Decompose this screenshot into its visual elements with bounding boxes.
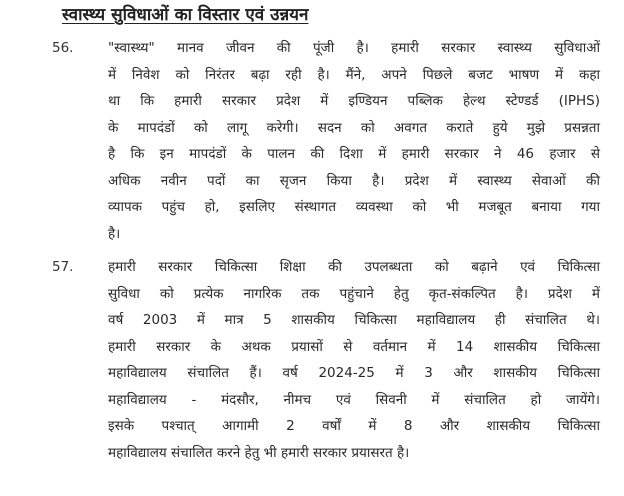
paragraph-line: हमारी सरकार के अथक प्रयासों से वर्तमान में 14 शासकीय चिकित्सा bbox=[108, 338, 600, 355]
paragraph-line: के मापदंडों को लागू करेगी। सदन को अवगत कराते हुये मुझे प्रसन्नता bbox=[108, 119, 600, 136]
paragraph-body bbox=[108, 35, 600, 247]
paragraph-number: 57. bbox=[52, 259, 74, 275]
paragraph-line: है। bbox=[108, 225, 121, 242]
paragraph-line: अधिक नवीन पदों का सृजन किया है। प्रदेश में स्वास्थ्य सेवाओं की bbox=[108, 172, 600, 189]
paragraph-line: व्यापक पहुंच हो, इसलिए संस्थागत व्यवस्था को भी मजबूत बनाया गया bbox=[108, 199, 600, 215]
paragraph-line: महाविद्यालय - मंदसौर, नीमच एवं सिवनी में संचालित हो जायेंगे। bbox=[108, 391, 600, 408]
section-heading: स्वास्थ्य सुविधाओं का विस्तार एवं उन्नयन bbox=[62, 5, 309, 25]
paragraph-line: महाविद्यालय संचालित करने हेतु भी हमारी सरकार प्रयासरत है। bbox=[108, 444, 410, 461]
paragraph-line: था कि हमारी सरकार प्रदेश में इण्डियन पब्लिक हेल्थ स्टेण्डर्ड (IPHS) bbox=[108, 93, 600, 109]
paragraph-line: वर्ष 2003 में मात्र 5 शासकीय चिकित्सा महाविद्यालय ही संचालित थे। bbox=[108, 312, 600, 328]
paragraph-line: "स्वास्थ्य" मानव जीवन की पूंजी है। हमारी सरकार स्वास्थ्य सुविधाओं bbox=[108, 40, 600, 56]
paragraph-body bbox=[108, 254, 600, 466]
paragraph-number: 56. bbox=[52, 40, 74, 56]
paragraph-line: महाविद्यालय संचालित हैं। वर्ष 2024-25 में 3 और शासकीय चिकित्सा bbox=[108, 365, 600, 381]
paragraph-line: हमारी सरकार चिकित्सा शिक्षा की उपलब्धता को बढ़ाने एवं चिकित्सा bbox=[108, 259, 600, 275]
paragraph-line: में निवेश को निरंतर बढ़ा रही है। मैंने, अपने पिछले बजट भाषण में कहा bbox=[108, 66, 600, 83]
paragraph-line: सुविधा को प्रत्येक नागरिक तक पहुंचाने हेतु कृत-संकल्पित है। प्रदेश में bbox=[108, 285, 600, 302]
paragraph-line: इसके पश्चात् आगामी 2 वर्षों में 8 और शासकीय चिकित्सा bbox=[108, 418, 600, 434]
paragraph-line: है कि इन मापदंडों के पालन की दिशा में हमारी सरकार ने 46 हजार से bbox=[108, 146, 600, 162]
